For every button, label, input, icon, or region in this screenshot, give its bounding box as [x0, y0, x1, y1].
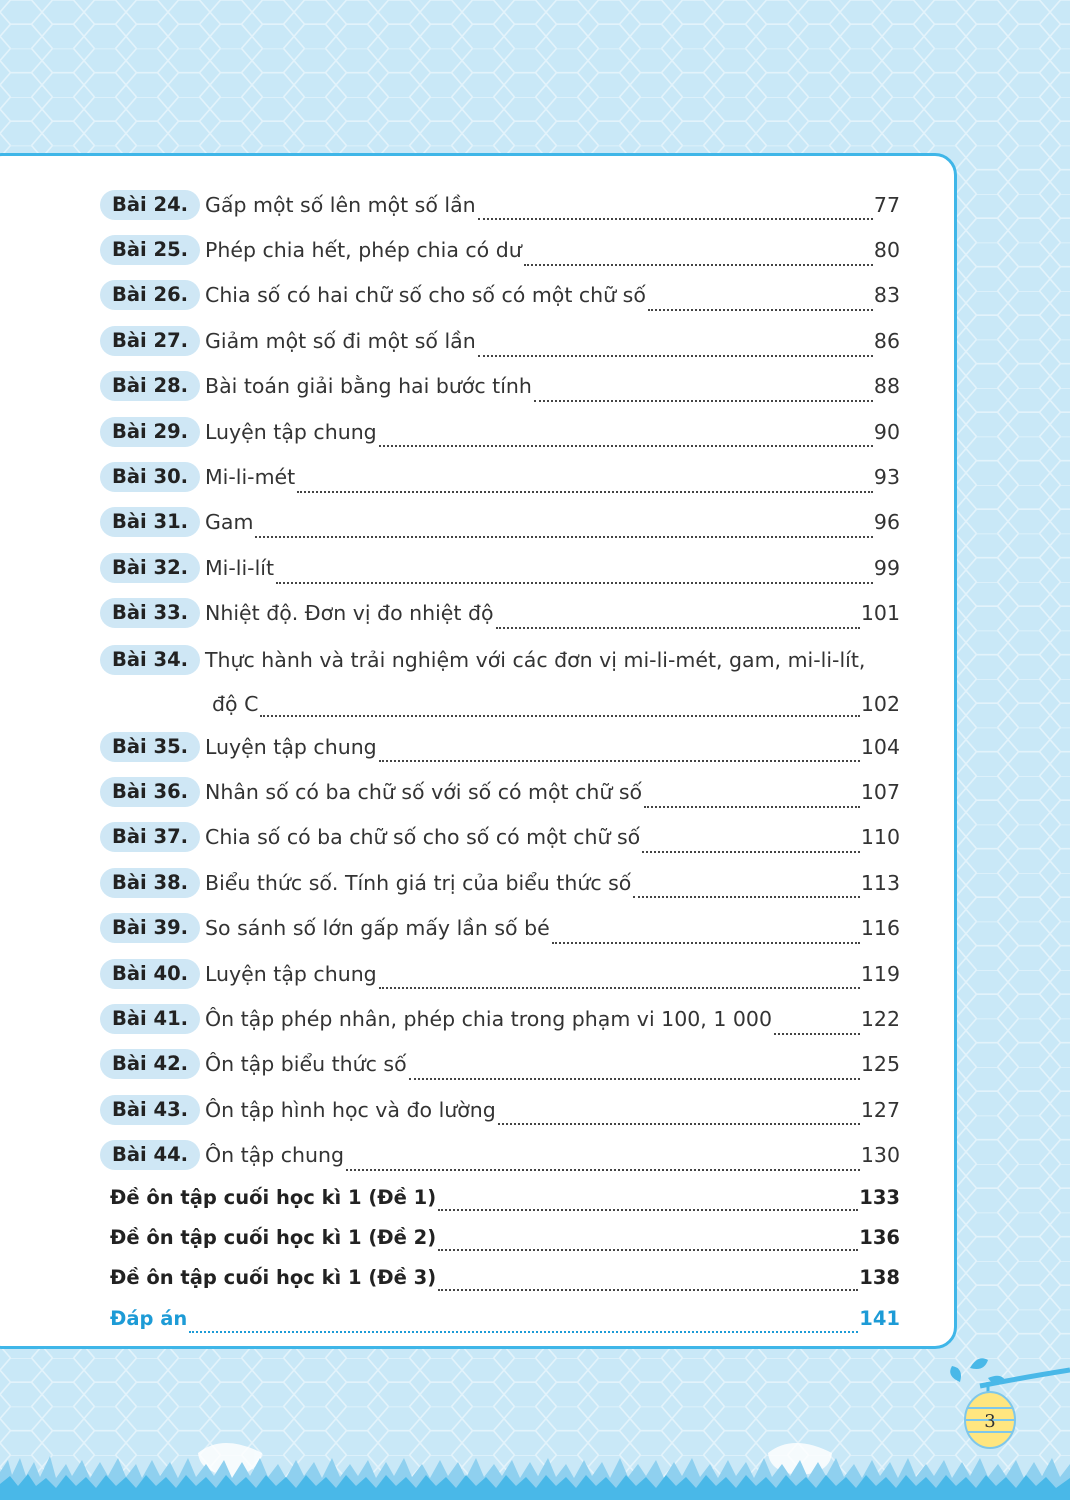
toc-entry[interactable] — [100, 769, 900, 814]
dot-leader — [297, 477, 873, 493]
grass-illustration — [0, 1420, 1070, 1500]
answers-title: Đáp án — [110, 1307, 188, 1331]
lesson-title: Ôn tập hình học và đo lường — [205, 1097, 496, 1122]
lesson-title: Ôn tập phép nhân, phép chia trong phạm vi 100, 1 000 — [205, 1006, 773, 1031]
lesson-badge: Bài 38. — [100, 868, 200, 898]
page-number: 138 — [859, 1266, 900, 1290]
dot-leader — [255, 522, 872, 538]
lesson-title: Luyện tập chung — [205, 961, 377, 986]
dot-leader — [260, 701, 859, 717]
page-number: 96 — [873, 510, 900, 535]
lesson-badge: Bài 37. — [100, 822, 200, 852]
lesson-badge: Bài 39. — [100, 913, 200, 943]
toc-entry[interactable] — [100, 545, 900, 590]
dot-leader — [379, 431, 873, 447]
toc-entry[interactable] — [100, 1132, 900, 1177]
dot-leader — [774, 1019, 860, 1035]
toc-entry[interactable] — [100, 951, 900, 996]
dot-leader — [478, 204, 873, 220]
page-number: 99 — [873, 555, 900, 580]
toc-entry[interactable] — [100, 724, 900, 769]
page-number: 133 — [859, 1186, 900, 1210]
page-number: 102 — [860, 691, 900, 716]
lesson-badge: Bài 31. — [100, 507, 200, 537]
dot-leader — [552, 928, 860, 944]
lesson-badge: Bài 34. — [100, 645, 200, 675]
page-number: 86 — [873, 328, 900, 353]
page-number: 122 — [860, 1006, 900, 1031]
lesson-badge: Bài 33. — [100, 598, 200, 628]
lesson-title: Giảm một số đi một số lần — [205, 328, 476, 353]
toc-entry[interactable] — [100, 905, 900, 950]
page-number: 83 — [873, 283, 900, 308]
toc-entry[interactable] — [100, 364, 900, 409]
lesson-title: Ôn tập biểu thức số — [205, 1052, 407, 1077]
toc-entry[interactable] — [100, 500, 900, 545]
table-of-contents — [100, 182, 900, 1340]
lesson-badge: Bài 42. — [100, 1049, 200, 1079]
lesson-badge: Bài 30. — [100, 462, 200, 492]
page-number: 90 — [873, 419, 900, 444]
dot-leader — [633, 882, 860, 898]
page-number: 107 — [860, 779, 900, 804]
dot-leader — [642, 837, 860, 853]
dot-leader — [534, 386, 873, 402]
dot-leader — [644, 792, 860, 808]
dot-leader — [409, 1064, 860, 1080]
page-number: 88 — [873, 374, 900, 399]
page-number: 80 — [873, 238, 900, 263]
dot-leader — [524, 250, 873, 266]
dot-leader — [478, 341, 873, 357]
lesson-title: Chia số có ba chữ số cho số có một chữ số — [205, 825, 641, 850]
lesson-badge: Bài 27. — [100, 326, 200, 356]
page-number: 104 — [860, 734, 900, 759]
page-number: 136 — [859, 1226, 900, 1250]
page-number-footer: 3 — [984, 1410, 996, 1432]
lesson-badge: Bài 35. — [100, 732, 200, 762]
lesson-badge: Bài 28. — [100, 371, 200, 401]
toc-entry[interactable] — [100, 815, 900, 860]
lesson-title: Luyện tập chung — [205, 734, 377, 759]
lesson-badge: Bài 32. — [100, 553, 200, 583]
toc-entry[interactable] — [100, 1087, 900, 1132]
lesson-title-continued: độ C — [212, 691, 259, 716]
leaf-icon — [970, 1358, 988, 1369]
toc-exam-entry[interactable] — [100, 1178, 900, 1218]
exam-title: Đề ôn tập cuối học kì 1 (Đề 1) — [110, 1186, 437, 1210]
page-number: 127 — [860, 1097, 900, 1122]
page-number: 141 — [859, 1307, 900, 1331]
lesson-title: Gấp một số lên một số lần — [205, 192, 476, 217]
toc-exam-entry[interactable] — [100, 1258, 900, 1298]
toc-entry[interactable] — [100, 1042, 900, 1087]
lesson-badge: Bài 36. — [100, 777, 200, 807]
toc-entry[interactable] — [100, 591, 900, 636]
lesson-badge: Bài 43. — [100, 1095, 200, 1125]
dot-leader — [498, 1109, 860, 1125]
lesson-title: Ôn tập chung — [205, 1143, 345, 1168]
page-number: 119 — [860, 961, 900, 986]
page-number: 116 — [860, 916, 900, 941]
dot-leader — [379, 746, 860, 762]
lesson-title: Thực hành và trải nghiệm với các đơn vị mi-li-mét, gam, mi-li-lít, — [205, 647, 866, 672]
lesson-title: Mi-li-lít — [205, 555, 274, 580]
toc-exam-entry[interactable] — [100, 1218, 900, 1258]
lesson-title: Phép chia hết, phép chia có dư — [205, 238, 522, 263]
dot-leader — [346, 1155, 860, 1171]
toc-entry[interactable] — [100, 318, 900, 363]
toc-entry[interactable] — [100, 227, 900, 272]
dot-leader — [379, 973, 860, 989]
lesson-title: Nhiệt độ. Đơn vị đo nhiệt độ — [205, 601, 494, 626]
toc-entry[interactable] — [100, 409, 900, 454]
lesson-title: So sánh số lớn gấp mấy lần số bé — [205, 916, 550, 941]
dot-leader — [438, 1195, 858, 1211]
lesson-title: Chia số có hai chữ số cho số có một chữ số — [205, 283, 646, 308]
toc-entry[interactable] — [100, 996, 900, 1041]
leaf-icon — [950, 1366, 961, 1382]
lesson-title: Nhân số có ba chữ số với số có một chữ số — [205, 779, 643, 804]
dot-leader — [276, 568, 873, 584]
lesson-title: Luyện tập chung — [205, 419, 377, 444]
dot-leader — [189, 1317, 858, 1333]
lesson-badge: Bài 26. — [100, 280, 200, 310]
toc-entry[interactable] — [100, 182, 900, 227]
lesson-title: Gam — [205, 510, 254, 535]
dot-leader — [496, 613, 860, 629]
toc-entry[interactable] — [100, 636, 900, 684]
lesson-title: Biểu thức số. Tính giá trị của biểu thức số — [205, 870, 632, 895]
page-number: 93 — [873, 465, 900, 490]
lesson-badge: Bài 40. — [100, 959, 200, 989]
page-number: 110 — [860, 825, 900, 850]
dot-leader — [648, 295, 873, 311]
toc-entry[interactable] — [100, 273, 900, 318]
page-number: 130 — [860, 1143, 900, 1168]
toc-entry[interactable] — [100, 860, 900, 905]
lesson-title: Bài toán giải bằng hai bước tính — [205, 374, 532, 399]
lesson-badge: Bài 41. — [100, 1004, 200, 1034]
page-number: 125 — [860, 1052, 900, 1077]
dot-leader — [438, 1275, 858, 1291]
lesson-badge: Bài 24. — [100, 190, 200, 220]
lesson-title: Mi-li-mét — [205, 465, 296, 490]
exam-title: Đề ôn tập cuối học kì 1 (Đề 3) — [110, 1266, 437, 1290]
dot-leader — [438, 1235, 858, 1251]
exam-title: Đề ôn tập cuối học kì 1 (Đề 2) — [110, 1226, 437, 1250]
toc-entry-continuation[interactable] — [100, 684, 900, 724]
lesson-badge: Bài 29. — [100, 417, 200, 447]
lesson-badge: Bài 25. — [100, 235, 200, 265]
lesson-badge: Bài 44. — [100, 1140, 200, 1170]
toc-entry[interactable] — [100, 454, 900, 499]
page-number: 113 — [860, 870, 900, 895]
page-number: 101 — [860, 601, 900, 626]
page-number: 77 — [873, 192, 900, 217]
toc-answers-entry[interactable] — [100, 1298, 900, 1340]
